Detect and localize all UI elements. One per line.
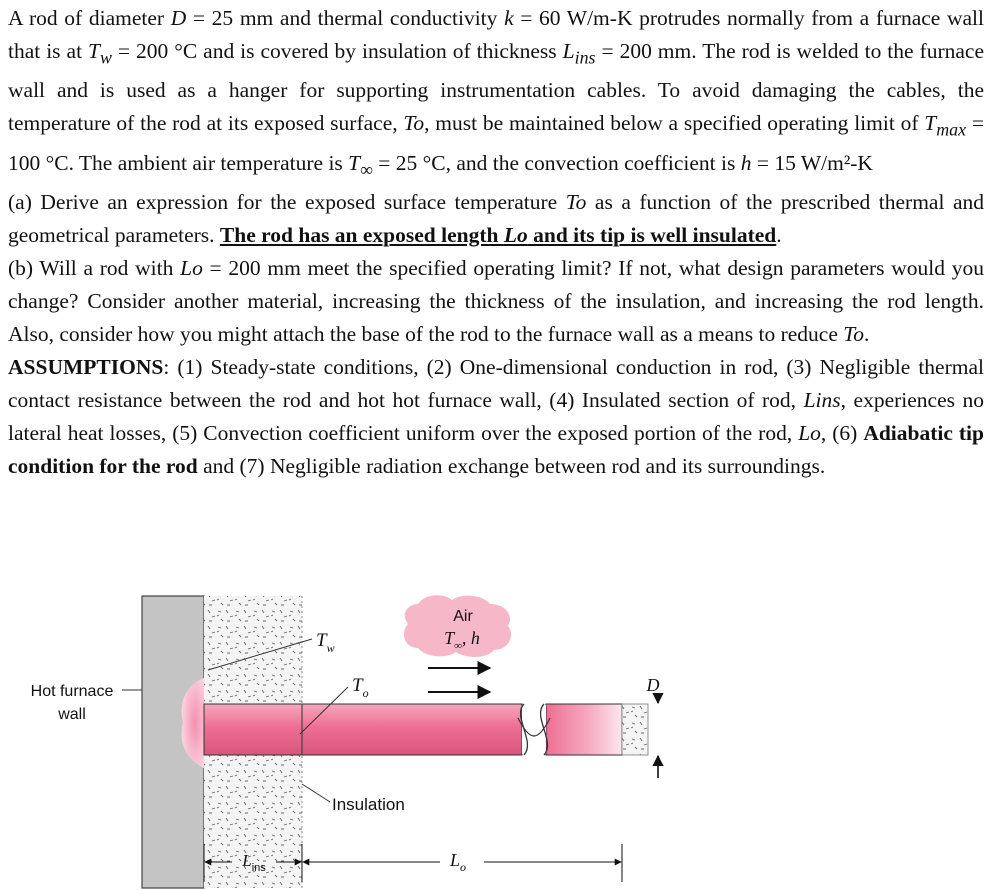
exposed-length-label: $L_o$ [449, 850, 467, 874]
air-label: Air [453, 608, 473, 625]
exposed-surface-temperature-label: $T_o$ [352, 675, 369, 700]
rod-diagram [0, 592, 1008, 890]
problem-text [8, 2, 984, 483]
diameter-label: D [646, 675, 660, 695]
problem-part-a: (a) Derive an expression for the exposed surface temperature To as a function of the prescribed thermal and geometrical parameters. The rod has an exposed length Lo and its tip is well insulated. [8, 189, 984, 247]
insulation-length-label: $L_{ins}$ [242, 851, 266, 874]
rod-exposed-part [302, 704, 522, 755]
air-temperature-label: $T_\infty$, h [444, 628, 480, 652]
tip-insulation [622, 704, 648, 755]
wall-temperature-label: $T_w$ [316, 630, 335, 655]
rod-insulated-part [204, 704, 302, 755]
assumptions-label: ASSUMPTIONS [8, 354, 164, 379]
assumptions: ASSUMPTIONS: (1) Steady-state conditions, (2) One-dimensional conduction in rod, (3) Negligible thermal contact resistance between the rod and hot hot furnace wall, (4) Insulated section of rod, Lins, experiences no lateral heat losses, (5) Convection coefficient uniform over the exposed portion of the rod, Lo, (6) Adiabatic tip condition for the rod and (7) Negligible radiation exchange between rod and its surroundings. [8, 354, 984, 478]
rod-tip-part [546, 704, 622, 755]
problem-intro: A rod of diameter D = 25 mm and thermal conductivity k = 60 W/m-K protrudes normally from a furnace wall that is at $T_w = 200$ °C and is covered by insulation of thickness $L_{ins} = 200$ mm. The rod is welded to the furnace wall and is used as a hanger for supporting instrumentation cables. To avoid damaging the cables, the temperature of the rod at its exposed surface, To, must be maintained below a specified operating limit of $T_{max} = 100$ °C. The ambient air temperature is $T_\infty = 25$ °C, and the convection coefficient is h = 15 W/m²-K [8, 6, 984, 179]
hot-furnace-label-line2: wall [58, 706, 86, 723]
hot-furnace-label: Hot furnace [30, 683, 114, 700]
problem-part-b: (b) Will a rod with Lo = 200 mm meet the specified operating limit? If not, what design parameters would you change? Consider another material, increasing the thickness of the insulation, and increasing the rod length. Also, consider how you might attach the base of the rod to the furnace wall as a means to reduce To. [8, 255, 984, 346]
insulation-label: Insulation [332, 795, 405, 814]
